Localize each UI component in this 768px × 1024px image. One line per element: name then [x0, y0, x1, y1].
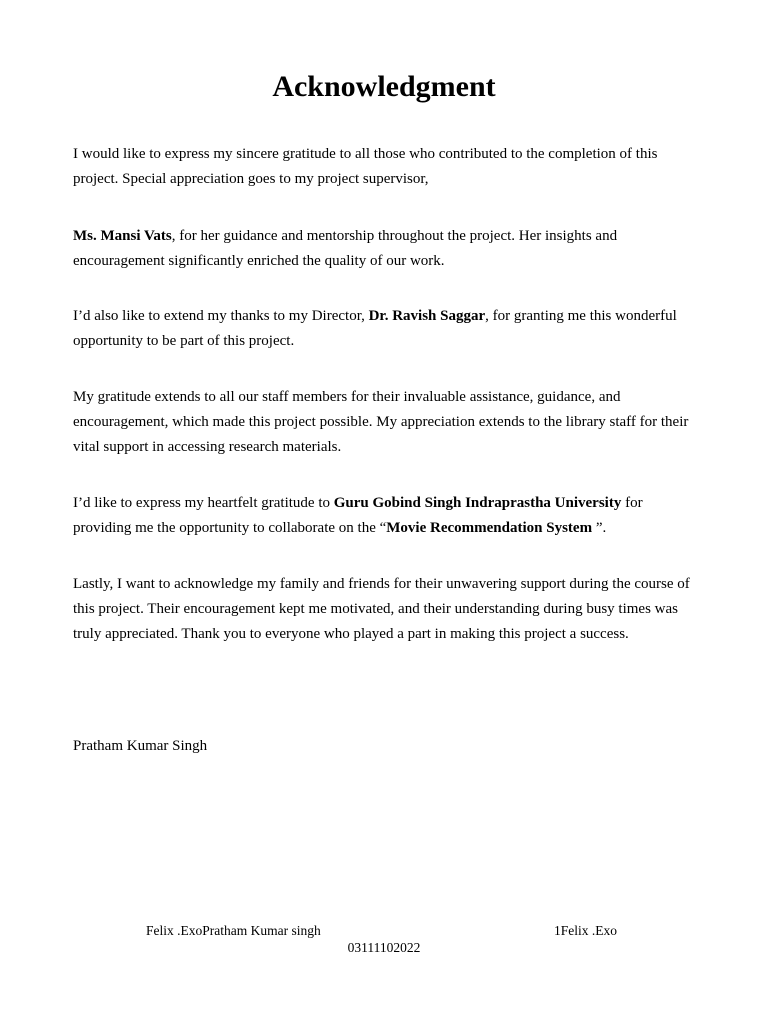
paragraph-family: Lastly, I want to acknowledge my family and friends for their unwavering support during the course of this project. Their encouragement kept me motivated, and their understanding during busy times was truly appreciated. Thank you to everyone who played a part in making this project a success.	[73, 576, 690, 642]
paragraph-university	[73, 491, 703, 541]
paragraph-university-mid: for providing me the opportunity to collaborate on the “	[73, 495, 643, 536]
page-title: Acknowledgment	[272, 70, 496, 103]
university-name: Guru Gobind Singh Indraprastha University	[333, 495, 622, 511]
paragraph-director-pre: I’d also like to extend my thanks to my Director,	[73, 308, 369, 324]
supervisor-name: Ms. Mansi Vats	[73, 228, 172, 244]
footer-enrollment-id: 03111102022	[347, 940, 421, 955]
paragraph-supervisor	[73, 224, 703, 274]
paragraph-university-pre: I’d like to express my heartfelt gratitude to	[73, 495, 334, 511]
paragraph-director	[73, 304, 703, 354]
author-signature: Pratham Kumar Singh	[73, 738, 208, 754]
footer-left-text: Felix .ExoPratham Kumar singh	[146, 923, 321, 938]
paragraph-supervisor-text: , for her guidance and mentorship throughout the project. Her insights and encouragement significantly enriched the quality of our work.	[73, 228, 618, 269]
paragraph-director-text: , for granting me this wonderful opportunity to be part of this project.	[73, 308, 677, 349]
paragraph-staff: My gratitude extends to all our staff members for their invaluable assistance, guidance, and encouragement, which made this project possible. My appreciation extends to the library staff for their vital support in accessing research materials.	[73, 389, 689, 455]
project-name: Movie Recommendation System	[386, 520, 593, 536]
footer-right-text: 1Felix .Exo	[554, 923, 617, 938]
director-name: Dr. Ravish Saggar	[368, 308, 486, 324]
paragraph-intro: I would like to express my sincere gratitude to all those who contributed to the completion of this project. Special appreciation goes to my project supervisor,	[73, 146, 658, 187]
paragraph-university-post: ”.	[592, 520, 607, 536]
